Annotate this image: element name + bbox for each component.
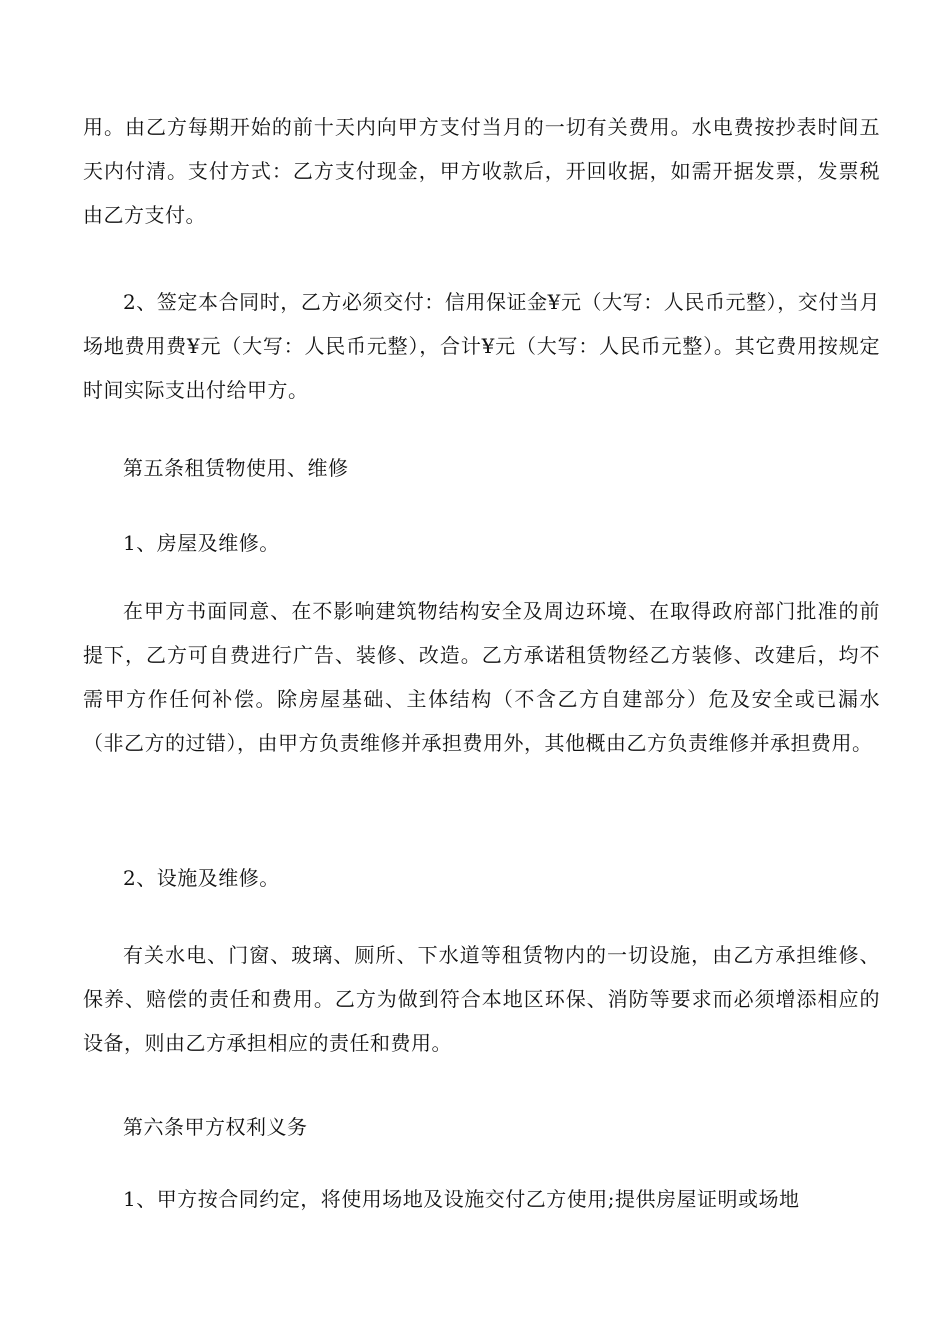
paragraph-payment-terms: 用。由乙方每期开始的前十天内向甲方支付当月的一切有关费用。水电费按抄表时间五天内付清。支付方式：乙方支付现金，甲方收款后，开回收据，如需开据发票，发票税由乙方支付。 xyxy=(83,115,880,227)
paragraph-lessor-duties: 1、甲方按合同约定，将使用场地及设施交付乙方使用;提供房屋证明或场地 xyxy=(123,1187,800,1211)
section-heading-article-5: 第五条租赁物使用、维修 xyxy=(123,456,349,480)
subheading-facility-maintenance: 2、设施及维修。 xyxy=(123,866,280,890)
subheading-house-maintenance: 1、房屋及维修。 xyxy=(123,531,280,555)
paragraph-deposit-clause: 2、签定本合同时，乙方必须交付：信用保证金¥元（大写：人民币元整），交付当月场地费用费¥元（大写：人民币元整），合计¥元（大写：人民币元整）。其它费用按规定时间实际支出付给甲方。 xyxy=(83,290,880,402)
section-heading-article-6: 第六条甲方权利义务 xyxy=(123,1115,308,1139)
paragraph-facility-clause: 有关水电、门窗、玻璃、厕所、下水道等租赁物内的一切设施，由乙方承担维修、保养、赔偿的责任和费用。乙方为做到符合本地区环保、消防等要求而必须增添相应的设备，则由乙方承担相应的责任和费用。 xyxy=(83,943,880,1055)
paragraph-renovation-clause: 在甲方书面同意、在不影响建筑物结构安全及周边环境、在取得政府部门批准的前提下，乙方可自费进行广告、装修、改造。乙方承诺租赁物经乙方装修、改建后，均不需甲方作任何补偿。除房屋基础、主体结构（不含乙方自建部分）危及安全或已漏水（非乙方的过错），由甲方负责维修并承担费用外，其他概由乙方负责维修并承担费用。 xyxy=(83,599,880,755)
